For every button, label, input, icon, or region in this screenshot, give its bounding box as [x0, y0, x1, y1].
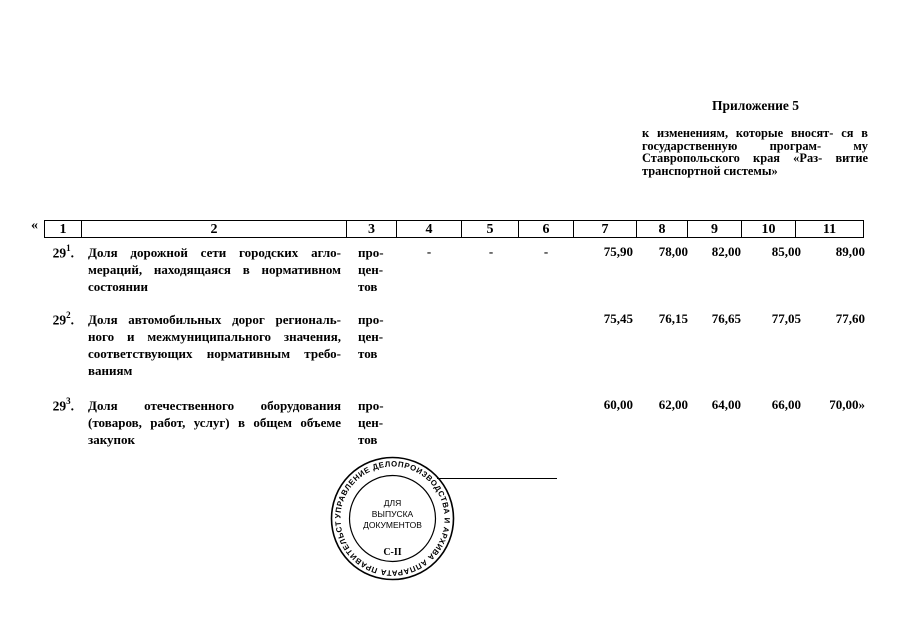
header-cell-4: 4	[396, 220, 462, 238]
indicator-name: Доля дорожной сети городских агло- мераций, находящаяся в нормативном состоянии	[88, 245, 341, 294]
unit-cell: про- цен- тов	[358, 398, 384, 447]
appendix-note: к изменениям, которые вносят- ся в государственную програм- му Ставропольского края «Раз- витие транспортной системы»	[642, 126, 868, 178]
official-stamp	[330, 456, 455, 586]
value-col-11: 77,60	[835, 311, 865, 326]
value-col-10: 77,05	[771, 311, 801, 326]
value-col-8: 78,00	[658, 244, 688, 259]
value-col-10: 85,00	[771, 244, 801, 259]
header-cell-9: 9	[687, 220, 742, 238]
stamp-center-line: ДЛЯ	[383, 498, 402, 508]
header-cell-1: 1	[44, 220, 82, 238]
stamp-center-line: ВЫПУСКА	[371, 509, 414, 519]
value-col-8: 62,00	[658, 397, 688, 412]
unit-cell: про- цен- тов	[358, 245, 384, 294]
row-number: $29^1$.	[52, 243, 74, 261]
value-col-7: 60,00	[603, 397, 633, 412]
indicator-name: Доля автомобильных дорог региональ- ного и межмуниципального значения, соответствующих нормативным требо- ваниям	[88, 312, 341, 378]
header-cell-6: 6	[518, 220, 574, 238]
indicator-name: Доля отечественного оборудования (товаров, работ, услуг) в общем объеме закупок	[88, 398, 341, 447]
header-cell-8: 8	[636, 220, 688, 238]
stamp-outer-text: УПРАВЛЕНИЕ ДЕЛОПРОИЗВОДСТВА И АРХИВА АППАРАТА ПРАВИТЕЛЬСТ	[333, 459, 452, 578]
value-col-6: -	[543, 244, 549, 259]
value-col-8: 76,15	[658, 311, 688, 326]
signature-line	[437, 478, 557, 479]
header-cell-3: 3	[346, 220, 397, 238]
header-cell-7: 7	[573, 220, 637, 238]
row-number: $29^2$.	[52, 310, 74, 328]
unit-cell: про- цен- тов	[358, 312, 384, 361]
opening-quote: «	[31, 218, 38, 233]
value-col-4: -	[426, 244, 432, 259]
value-col-7: 75,45	[603, 311, 633, 326]
value-col-9: 64,00	[711, 397, 741, 412]
header-cell-5: 5	[461, 220, 519, 238]
header-cell-2: 2	[81, 220, 347, 238]
value-col-10: 66,00	[771, 397, 801, 412]
stamp-center-line: ДОКУМЕНТОВ	[363, 520, 422, 530]
value-col-11: 70,00»	[829, 397, 865, 412]
value-col-9: 76,65	[711, 311, 741, 326]
stamp-seal-icon	[330, 456, 455, 581]
row-number: $29^3$.	[52, 396, 74, 414]
stamp-code: С-II	[383, 547, 402, 558]
value-col-9: 82,00	[711, 244, 741, 259]
appendix-title: Приложение 5	[712, 98, 800, 113]
value-col-5: -	[488, 244, 494, 259]
value-col-11: 89,00	[835, 244, 865, 259]
header-cell-10: 10	[741, 220, 796, 238]
value-col-7: 75,90	[603, 244, 633, 259]
header-cell-11: 11	[795, 220, 864, 238]
